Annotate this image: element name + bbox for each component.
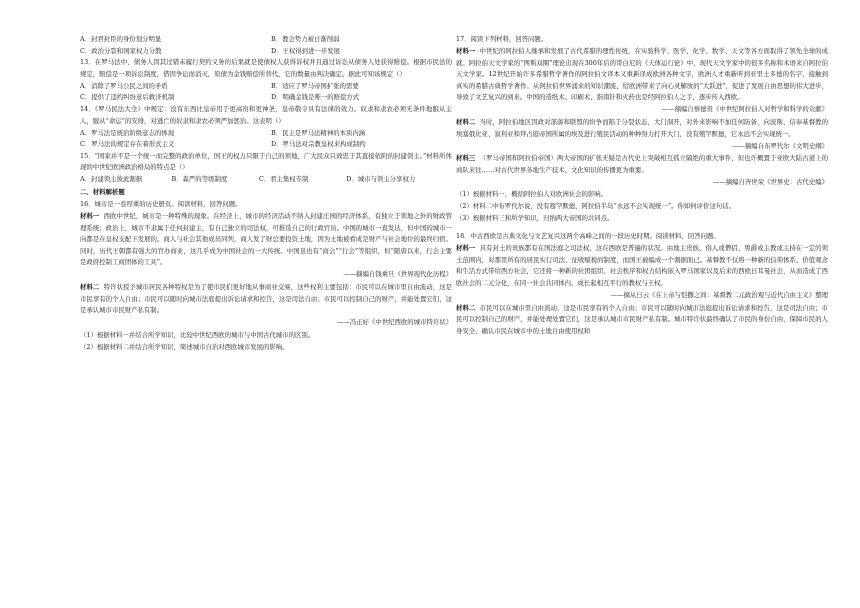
q13-stem: 13．在罗马法中，债务人因其过错未履行契约义务的后果就是使债权人获得诉权并且通过诉讼从债务人处获得赔偿。根据市民法的规定，赔偿是一项诉讼制度，借因争讼而消灭，原债为金钱赔偿所替代，它的数量由判决确定。据此可知该规定（） bbox=[80, 58, 452, 78]
left-column bbox=[80, 34, 452, 354]
material-text: 特许状授予城市居民各种特权是为了使市民们更好地从事商业交易，这些权利主要包括：市民可以在城市里自由流动，这是市民享有的个人自由；市民可以随时向城市法庭提出诉讼请求和控告，这是司法自由；市民可以控制自己的财产，并能处置它们，这是承认城市市民财产私有制。 bbox=[80, 282, 453, 315]
material-text: 具有封土的贵族都有在国法庭之司法权，这在西欧是普遍的状况。由地主贵族、俗人或僧侣、男爵或主教或主持在一定的领土范围内，对那里所有的居民实行司法、征收赋税的制度，而国王被编成一个割据面已。基督教不仅将一种新的信仰体系、价值观念和生活方式带给西方社会，它还将一种新的社团组织、社会秩序和权力结构嵌入罗马国家以及后来的西欧日耳曼社会，从而造成了西欧社会的二元分化，在同一社会共同体内，成长起相互平行的教权与王权。 bbox=[456, 244, 829, 287]
q16-material-1 bbox=[80, 211, 452, 269]
material-label: 材料二 bbox=[456, 117, 476, 126]
q12-option-d[interactable]: D．王权得到进一步发展 bbox=[271, 46, 341, 55]
q17-material-3-source: ——摘编自齐世荣《世界史：古代史编》 bbox=[712, 177, 828, 186]
material-label: 材料三 bbox=[456, 154, 476, 163]
q16-stem: 16．城市是一卷厚重的历史册页。阅读材料，回答问题。 bbox=[80, 199, 242, 208]
q14-options bbox=[80, 128, 452, 151]
q16-material-2 bbox=[80, 282, 452, 317]
q17-material-1 bbox=[456, 46, 828, 104]
q13-option-d[interactable]: D．明确金钱是唯一的赔偿方式 bbox=[271, 93, 360, 102]
q16-sub-1: （1）根据材料一并结合所学知识，比较中世纪西欧的城市与中国古代城市的区别。 bbox=[80, 330, 315, 339]
q15-option-d[interactable]: D．城市与领主分享权力 bbox=[346, 175, 416, 184]
section-heading-analysis: 二、材料解析题 bbox=[80, 187, 125, 196]
q15-stem: 15．“国家并不是一个统一而完整的政治单位，国王的权力只限于自己的领地，广大民众只效忠于其直接依附的封建领主。”材料所体现的中世纪欧洲政治格局的特点是（） bbox=[80, 151, 452, 172]
material-label: 材料二 bbox=[456, 303, 476, 312]
material-text: 当时，阿拉伯地区因政对部落和联盟的纷争而陷于分裂状态，大门洞开，对外来影响不加任何防备，向波斯、信奉基督教的埃塞俄比亚、叙利亚和拜占庭帝国所属的埃及进行殖民活动的种种努力打开大门，没有殖罕默德，它永远不会实现统一。 bbox=[456, 117, 829, 138]
q17-material-1-source: ——摘编自蔡德贵《中世纪阿拉伯人对哲学和科学的贡献》 bbox=[661, 105, 828, 114]
right-column bbox=[456, 34, 828, 338]
q17-sub-2: （2）材料二中布罗代尔说，没有穆罕默德，阿拉伯半岛“永远不会实现统一”。你如何评价这句话。 bbox=[456, 202, 736, 211]
q15-options bbox=[80, 174, 452, 186]
q14-option-d[interactable]: D．罗马法对宗教皇权来构成制约 bbox=[271, 140, 366, 149]
q14-option-a[interactable]: A．罗马法是统治阶级意志的体现 bbox=[80, 128, 175, 137]
q15-option-c[interactable]: C．君主集权专制 bbox=[258, 175, 309, 184]
q14-option-c[interactable]: C．罗马法的规定存在着形式主义 bbox=[80, 140, 175, 149]
material-label: 材料一 bbox=[80, 211, 100, 220]
q17-material-2-source: ——摘编自布罗代尔《文明史纲》 bbox=[732, 141, 828, 150]
q17-material-3 bbox=[456, 153, 828, 176]
q17-sub-3: （3）根据材料三和所学知识，归纳两大帝国的共同点。 bbox=[456, 214, 614, 223]
material-text: 中世纪的阿拉伯人继承和发展了古代希腊的理性传统，在实验科学、医学、化学、数学、天文等各方面取得了领先全球的成就。阿拉伯天文学家的“图斯双圈”理论出现在300年后的哥白尼的《天体运行论》中，现代天文学家中的很多名称和术语来自阿拉伯天文学家。12世纪开始许多希腊哲学著作的阿拉伯文译本又重新译成欧洲各种文字，欧洲人才重新听到亚里士多德的名字，接触到真实的希腊古典哲学著作。从阿拉伯世界涌来的知识潮流，给欧洲带来了向心灵解放的“大跃进”，促进了发展自由思想的伟大进步，导致了文艺复兴的到来。中国的造纸术、印刷术、指南针和火药也是经阿拉伯人之手，逐步传入西欧。 bbox=[456, 46, 829, 102]
q12-option-b[interactable]: B．教会势力被日渐削弱 bbox=[271, 35, 340, 43]
q12-option-a[interactable]: A．封君封臣的身份划分明显 bbox=[80, 35, 162, 43]
q13-option-c[interactable]: C．提供了违约纠纷意后救济机制 bbox=[80, 93, 175, 102]
q16-material-1-source: ——摘编自钱乘旦《世界现代化历程》 bbox=[343, 270, 452, 279]
material-text: 西欧中世纪，城市是一种特殊的现象。在经济上，城市的经济活动不纳入封建庄园的经济体系，有独立于领地之外的财政管理系统；政治上，城市不隶属于任何封建主，有自己独立的司法权，可推选自己的行政官员。中国的城市一直发达，但中国的城市一向都是在皇权支配下发展的。商人与社会其他成员同列，商人发了财总要投资土地，因为土地被看成是财产与社会地位的最终归宿。同时，历代王朝都有强大的官办商业，这几乎成为中国社会的一大传统。中国虽也有“商会”“行会”等组织，但“随唐以来，行会主要是政府控制工商团体的工具”。 bbox=[80, 211, 453, 267]
q17-material-2 bbox=[456, 117, 828, 140]
q12-options bbox=[80, 34, 452, 57]
q12-option-c[interactable]: C．政治分裂和国家权力分散 bbox=[80, 46, 162, 55]
material-label: 材料二 bbox=[80, 282, 100, 291]
q14-option-b[interactable]: B．民主是罗马法精神的本质内涵 bbox=[271, 128, 366, 137]
q15-option-a[interactable]: A．封建领主彼此割据 bbox=[80, 175, 143, 184]
q18-material-1 bbox=[456, 243, 828, 289]
material-label: 材料一 bbox=[456, 46, 476, 55]
material-text: 市民可以在城市里自由流动，这是市民享有的个人自由；市民可以随时向城市法庭提出诉讼请求和控告，这是司法自由；市民可以控制自己的财产，并能处理处置它们，这是承认城市市民财产私有制。城市特许状最终确认了市民的身份自由，保障市民的人身安全，确认市民在城市中的土地自由使用权和 bbox=[456, 303, 829, 335]
q16-material-2-source: ——冯正好《中世纪西欧的城市特许状》 bbox=[336, 318, 452, 327]
q18-material-1-source: ——摘从日云《在上帝与恺撒之间：基督教二元政治观与近代自由主义》整理 bbox=[610, 290, 828, 299]
q13-options bbox=[80, 81, 452, 104]
material-label: 材料一 bbox=[456, 244, 476, 253]
q17-sub-1: （1）根据材料一，概括阿拉伯人对欧洲社会的影响。 bbox=[456, 190, 608, 199]
q18-material-2 bbox=[456, 303, 828, 338]
q14-stem: 14．《罗马民法大全》中规定：没有东西比皇帝用于更高贵和更神圣，皇帝敬令具有法律的效力。奴隶和隶农必须无条件地服从主人，服从“命运”的安排，对逃亡的奴隶和隶农必须严加惩治。这表明（） bbox=[80, 104, 452, 125]
q13-option-b[interactable]: B．适应了罗马帝国扩张的需要 bbox=[271, 81, 359, 90]
q17-stem: 17．阅读下列材料，回答问题。 bbox=[456, 35, 548, 43]
q18-stem: 18．中古西欧是古典文化与文艺复兴这两个高峰之间的一段历史时期。阅读材料，回答问题。 bbox=[456, 232, 720, 241]
q15-option-b[interactable]: B．森严的等级制度 bbox=[171, 175, 228, 184]
material-text: （罗马帝国和阿拉伯帝国）两大帝国的扩张无疑是古代史上突破相互孤立隔绝的重大事件，但也许概置于亚欧大陆古道上的商队来往……对古代世界各地生产技术、文化知识的传播更为重要。 bbox=[456, 154, 829, 174]
q16-sub-2: （2）根据材料二并结合所学知识，简述城市自治对西欧城市发展的影响。 bbox=[80, 342, 289, 351]
q13-option-a[interactable]: A．消除了罗马公民之间的矛盾 bbox=[80, 81, 168, 90]
